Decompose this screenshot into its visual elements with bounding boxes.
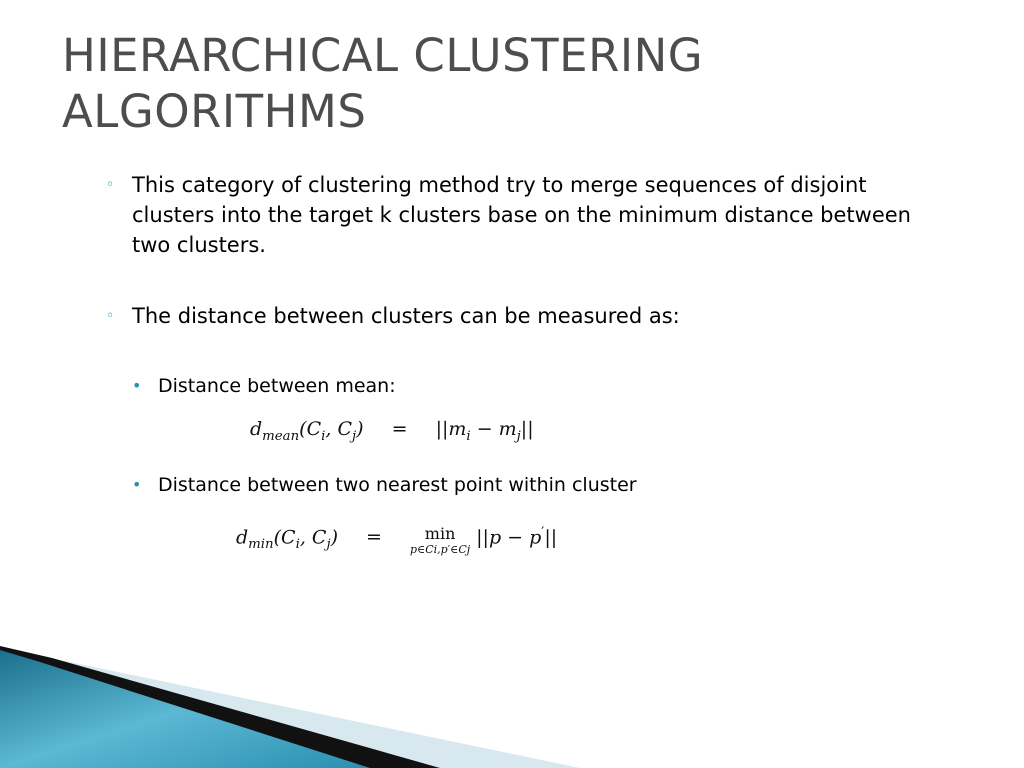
wave-dark-stroke (0, 646, 440, 768)
formula-symbol: ) (356, 418, 364, 440)
formula-subscript: min (248, 537, 274, 553)
bullet-item (106, 170, 926, 260)
formula-symbol: − m (470, 418, 517, 440)
sub-bullet-item (132, 472, 892, 498)
wave-pale-band (0, 648, 580, 768)
slide-title: HIERARCHICAL CLUSTERING ALGORITHMS (62, 29, 704, 138)
formula-symbol: || (544, 526, 558, 549)
formula-subscript: i (295, 537, 300, 553)
bullet-circle-icon: ◦ (106, 308, 115, 324)
formula-symbol: d (250, 418, 263, 440)
formula-superscript: ′ (541, 525, 545, 540)
bullet-dot-icon: • (132, 376, 142, 395)
formula-subscript: j (516, 428, 521, 444)
formula-symbol: , C (299, 526, 327, 549)
formula-min-operator (410, 525, 470, 556)
formula-symbol: ) (330, 526, 338, 549)
formula-subscript: j (352, 428, 357, 444)
formula-symbol: , C (325, 418, 352, 440)
formula-symbol: (C (299, 418, 322, 440)
formula-subscript: mean (262, 428, 300, 444)
bullet-item (106, 301, 926, 331)
formula-symbol: ||p − p (476, 526, 542, 549)
formula-min (236, 525, 557, 556)
formula-operator: min (424, 524, 456, 543)
bullet-text: This category of clustering method try to merge sequences of disjoint clusters into the target k clusters base on the minimum distance between two clusters. (132, 173, 911, 257)
formula-subscript: j (326, 537, 331, 553)
sub-bullet-text: Distance between two nearest point within cluster (158, 474, 637, 496)
formula-symbol: d (236, 526, 249, 549)
formula-operator-subscript: p∈Ci,p′∈Cj (410, 543, 471, 556)
formula-symbol: (C (273, 526, 296, 549)
bullet-circle-icon: ◦ (106, 177, 115, 193)
sub-bullet-text: Distance between mean: (158, 375, 396, 397)
formula-equals: = (366, 526, 382, 549)
formula-subscript: i (321, 428, 326, 444)
bullet-text: The distance between clusters can be measured as: (132, 304, 680, 328)
formula-symbol: ||m (435, 418, 467, 440)
formula-subscript: i (466, 428, 471, 444)
bullet-dot-icon: • (132, 475, 142, 494)
wave-blue-band (0, 650, 370, 768)
sub-bullet-item (132, 373, 892, 399)
formula-symbol: || (520, 418, 534, 440)
formula-equals: = (391, 418, 408, 440)
formula-mean (250, 418, 534, 444)
